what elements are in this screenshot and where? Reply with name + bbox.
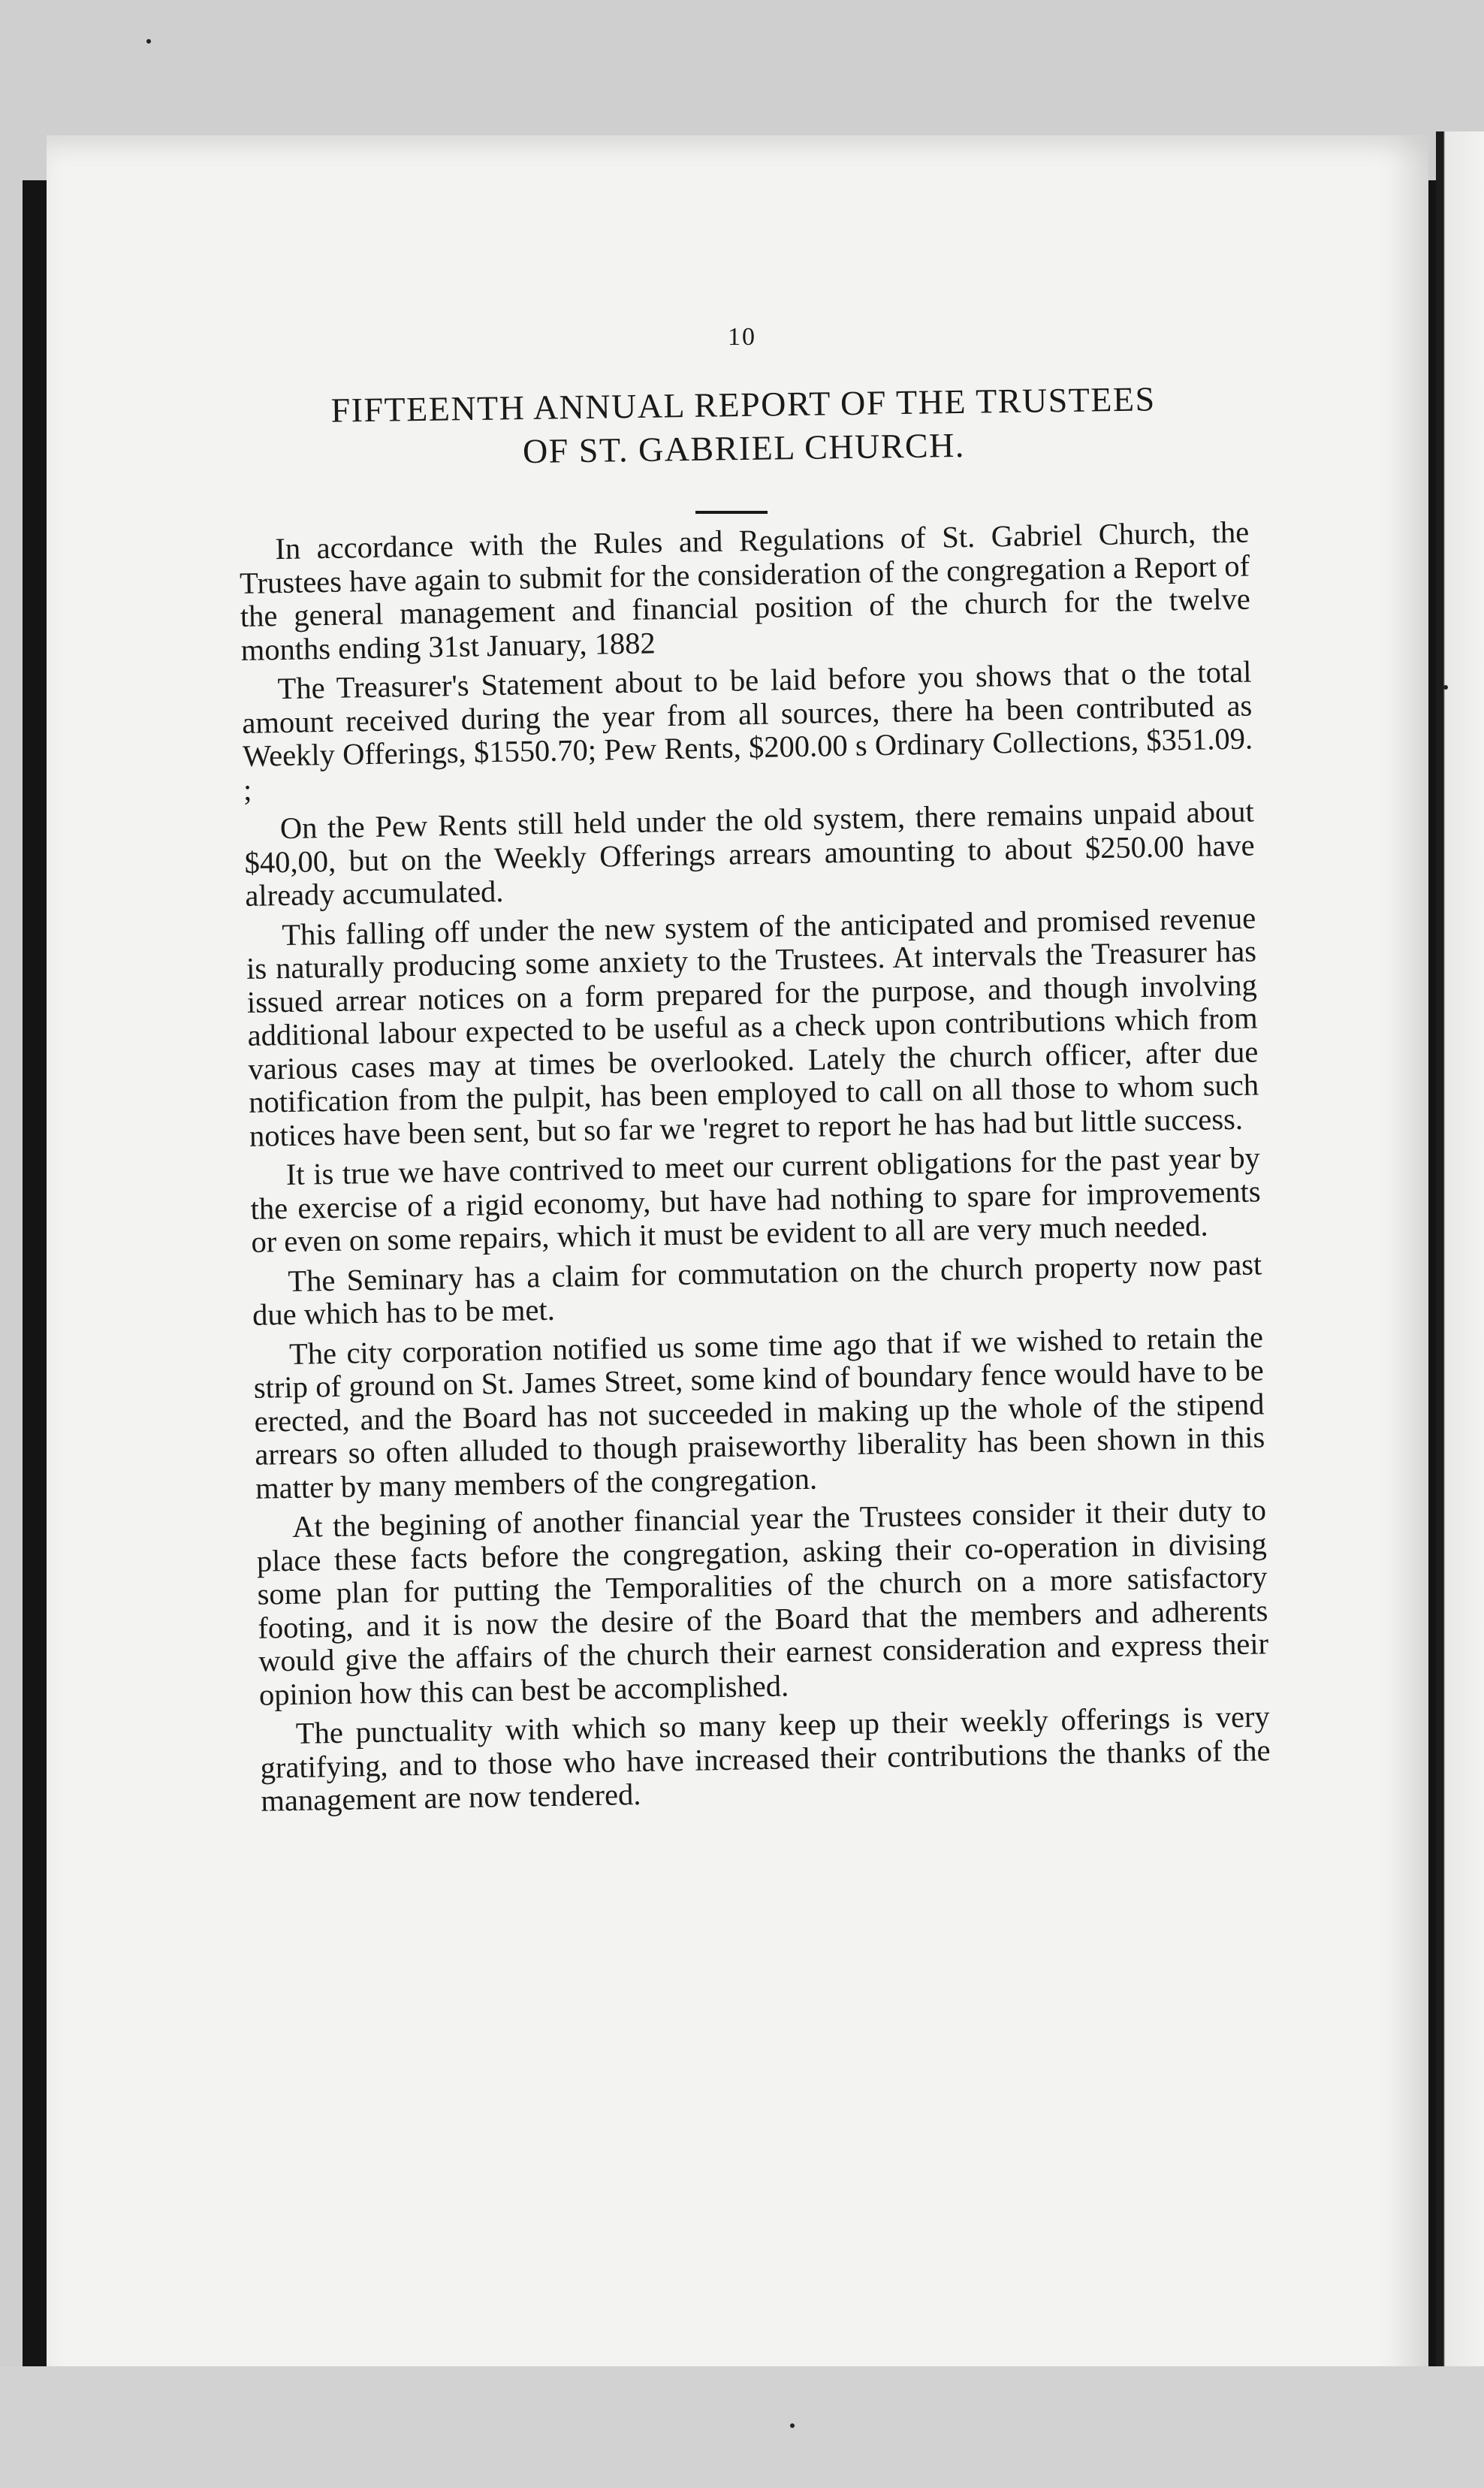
paragraph-revenue-anxiety: This falling off under the new system of the anticipated and promised revenue is naturally producing some anxiety to the Trustees. At intervals the Treasurer has issued arrear notices on a form prepared for the purpose, and though involving additional labour expected to be useful as a check upon contributions which from various cases may at times be overlooked. Lately the church officer, after due notification from the pulpit, has been employed to call on all those to whom such notices have been sent, but so far we 'regret to report he has had but little success. [246,900,1259,1153]
dust-speck [1443,685,1448,690]
paragraph-pew-rents: On the Pew Rents still held under the old system, there remains unpaid about $40,00, but on the Weekly Offerings arrears amounting to about $250.00 have already accumulated. [244,794,1255,913]
paragraph-treasurer-statement: The Treasurer's Statement about to be laid before you shows that o the total amount received during the year from all sources, there ha been contributed as Weekly Offerings, $1550.70; Pew Rents, $200.00 s Ordinary Collections, $351.09. ; [242,654,1253,807]
paragraph-introduction: In accordance with the Rules and Regulations of St. Gabriel Church, the Trustees have again to submit for the consideration of the congregation a Report of the general management and financial position of the church for the twelve months ending 31st January, 1882 [239,515,1251,667]
title-line-1: FIFTEENTH ANNUAL REPORT OF THE TRUSTEES [330,379,1156,430]
bottom-margin [0,2366,1484,2488]
paragraph-seminary: The Seminary has a claim for commutation on the church property now past due which has to be met. [252,1246,1262,1332]
dust-speck [790,2423,795,2428]
paragraph-city-corporation: The city corporation notified us some time ago that if we wished to retain the strip of ground on St. James Street, some kind of boundary fence would have to be erected, and the Board has not succeeded in making up the whole of the stipend arrears so often alluded to though praiseworthy liberality has been shown in this matter by many members of the congregation. [253,1319,1265,1505]
report-body [239,516,1271,1825]
paragraph-weekly-offerings: The punctuality with which so many keep up their weekly offerings is very gratifying, and to those who have increased their contributions the thanks of the management are now tendered. [260,1699,1271,1818]
paragraph-financial-year: At the begining of another financial year the Trustees consider it their duty to place these facts before the congregation, asking their co-operation in divising some plan for putting the Temporalities of the church on a more satisfactory footing, and it is now the desire of the Board that the members and adherents would give the affairs of the church their earnest consideration and express their opinion how this can best be accomplished. [256,1493,1269,1712]
facing-page-edge [1436,131,1484,2366]
title-line-2: OF ST. GABRIEL CHURCH. [522,425,966,471]
page-number: 10 [728,323,756,351]
page-title [247,376,1239,477]
title-rule [695,511,768,514]
paragraph-economy: It is true we have contrived to meet our current obligations for the past year by the exercise of a rigid economy, but have had nothing to spare for improvements or even on some repairs, which it must be evident to all are very much needed. [250,1140,1261,1259]
dust-speck [146,39,151,44]
